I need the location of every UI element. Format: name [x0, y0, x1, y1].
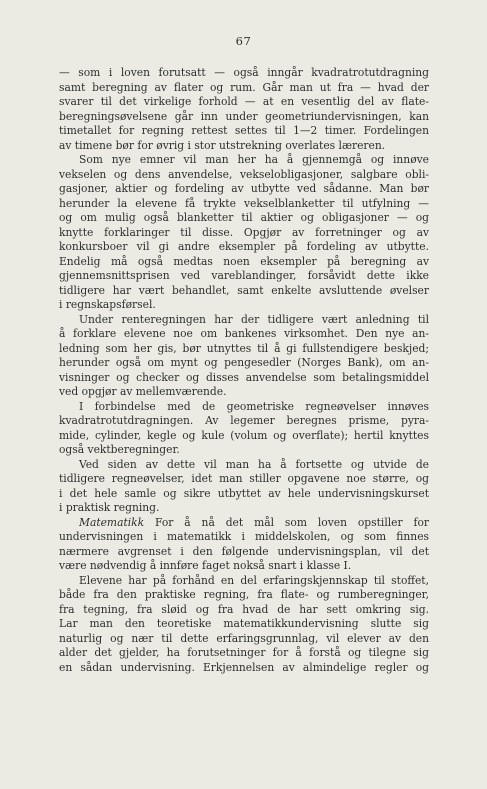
text-line — [59, 240, 429, 255]
line-text: og om mulig også blanketter til aktier og obligasjoner — og — [59, 211, 429, 224]
text-line — [59, 269, 429, 284]
text-line — [59, 646, 429, 661]
line-text: I forbindelse med de geometriske regneøvelser innøves — [79, 399, 429, 413]
line-text: knytte forklaringer til disse. Opgjør av forretninger og av — [59, 225, 429, 239]
text-line — [59, 501, 429, 516]
line-text: — som i loven forutsatt — også inngår kvadratrotutdragning — [59, 66, 429, 79]
text-line — [59, 617, 429, 632]
text-line — [59, 197, 429, 212]
text-line — [59, 226, 429, 241]
line-text: av timene bør for øvrig i stor utstrekning overlates læreren. — [59, 138, 386, 152]
line-text: undervisningen i matematikk i middelskolen, og som finnes — [59, 530, 429, 543]
text-line — [59, 124, 429, 139]
text-line — [59, 342, 429, 357]
line-text: mide, cylinder, kegle og kule (volum og overflate); hertil knyttes — [59, 428, 429, 442]
text-line — [59, 545, 429, 560]
line-text: Ved siden av dette vil man ha å fortsette og utvide de — [79, 457, 429, 471]
line-text: visninger og checker og disses anvendelse som betalingsmiddel — [59, 370, 429, 384]
line-text: nærmere avgrenset i den følgende undervisningsplan, vil det — [59, 544, 429, 558]
text-line — [59, 211, 429, 226]
text-line — [59, 603, 429, 618]
line-text: ved opgjør av mellemværende. — [59, 385, 227, 398]
text-line — [59, 487, 429, 502]
text-line — [59, 356, 429, 371]
line-text: gasjoner, aktier og fordeling av utbytte ved sådanne. Man bør — [59, 182, 429, 195]
line-text: vekselen og dens anvendelse, vekselobligasjoner, salgbare obli- — [59, 167, 429, 181]
line-text: å forklare elevene noe om bankenes virksomhet. Den nye an- — [59, 327, 429, 340]
line-text: alder det gjelder, ha forutsetninger for å forstå og tilegne sig — [59, 646, 429, 659]
line-text: samt beregning av flater og rum. Går man ut fra — hvad der — [59, 80, 429, 94]
line-text: en sådan undervisning. Erkjennelsen av almindelige regler og — [59, 660, 429, 674]
text-line — [59, 632, 429, 647]
line-text: gjennemsnittsprisen ved vareblandinger, forsåvidt dette ikke — [59, 269, 429, 282]
text-line — [59, 298, 429, 313]
text-line — [59, 429, 429, 444]
text-line — [59, 516, 429, 531]
body-text — [59, 66, 429, 675]
text-line — [59, 81, 429, 96]
line-text: herunder også om mynt og pengesedler (Norges Bank), om an- — [59, 356, 429, 369]
line-text: konkursboer vil gi andre eksempler på fordeling av utbytte. — [59, 240, 429, 253]
line-text: naturlig og nær til dette erfaringsgrunnlag, vil elever av den — [59, 631, 429, 645]
line-text: Som nye emner vil man her ha å gjennemgå og innøve — [79, 153, 429, 166]
text-line — [59, 66, 429, 81]
section-heading: Matematikk — [79, 515, 145, 529]
text-line — [59, 661, 429, 676]
text-line — [59, 574, 429, 589]
line-text: Elevene har på forhånd en del erfaringskjennskap til stoffet, — [79, 573, 429, 587]
text-line — [59, 153, 429, 168]
line-text: i det hele samle og sikre utbyttet av hele undervisningskurset — [59, 486, 429, 500]
text-line — [59, 168, 429, 183]
line-text: tidligere har vært behandlet, samt enkelte avsluttende øvelser — [59, 283, 429, 297]
text-line — [59, 313, 429, 328]
text-line — [59, 139, 429, 154]
text-line — [59, 327, 429, 342]
text-line — [59, 400, 429, 415]
text-line — [59, 530, 429, 545]
text-line — [59, 371, 429, 386]
text-line — [59, 182, 429, 197]
page-number: 67 — [235, 34, 252, 48]
line-text: i praktisk regning. — [59, 501, 160, 514]
text-line — [59, 414, 429, 429]
line-text: tidligere regneøvelser, idet man stiller opgavene noe større, og — [59, 472, 429, 485]
line-text: beregningsøvelsene går inn under geometriundervisningen, kan — [59, 109, 429, 123]
text-line — [59, 588, 429, 603]
text-line — [59, 559, 429, 574]
text-line — [59, 255, 429, 270]
line-text: kvadratrotutdragningen. Av legemer beregnes prisme, pyra- — [59, 414, 429, 427]
text-line — [59, 458, 429, 473]
text-line — [59, 385, 429, 400]
line-text: også vektberegninger. — [59, 443, 180, 456]
text-line — [59, 110, 429, 125]
line-text: Under renteregningen har der tidligere vært anledning til — [79, 312, 429, 326]
line-text: fra tegning, fra sløid og fra hvad de har sett omkring sig. — [59, 602, 429, 616]
line-text: svarer til det virkelige forhold — at en vesentlig del av flate- — [59, 95, 429, 108]
line-text: Endelig må også medtas noen eksempler på beregning av — [59, 254, 429, 268]
text-line — [59, 472, 429, 487]
line-text: For å nå det mål som loven opstiller for — [155, 515, 429, 529]
line-text: timetallet for regning rettest settes til 1—2 timer. Fordelingen — [59, 124, 429, 137]
line-text: Lar man den teoretiske matematikkundervisning slutte sig — [59, 617, 429, 630]
line-text: herunder la elevene få trykte vekselblanketter til utfylning — — [59, 196, 429, 210]
text-line — [59, 95, 429, 110]
text-line — [59, 284, 429, 299]
line-text: både fra den praktiske regning, fra flate- og rumberegninger, — [59, 588, 429, 601]
line-text: være nødvendig å innføre faget nokså snart i klasse I. — [59, 559, 352, 572]
line-text: i regnskapsførsel. — [59, 298, 156, 311]
text-line — [59, 443, 429, 458]
line-text: ledning som her gis, bør utnyttes til å gi fullstendigere beskjed; — [59, 341, 429, 355]
